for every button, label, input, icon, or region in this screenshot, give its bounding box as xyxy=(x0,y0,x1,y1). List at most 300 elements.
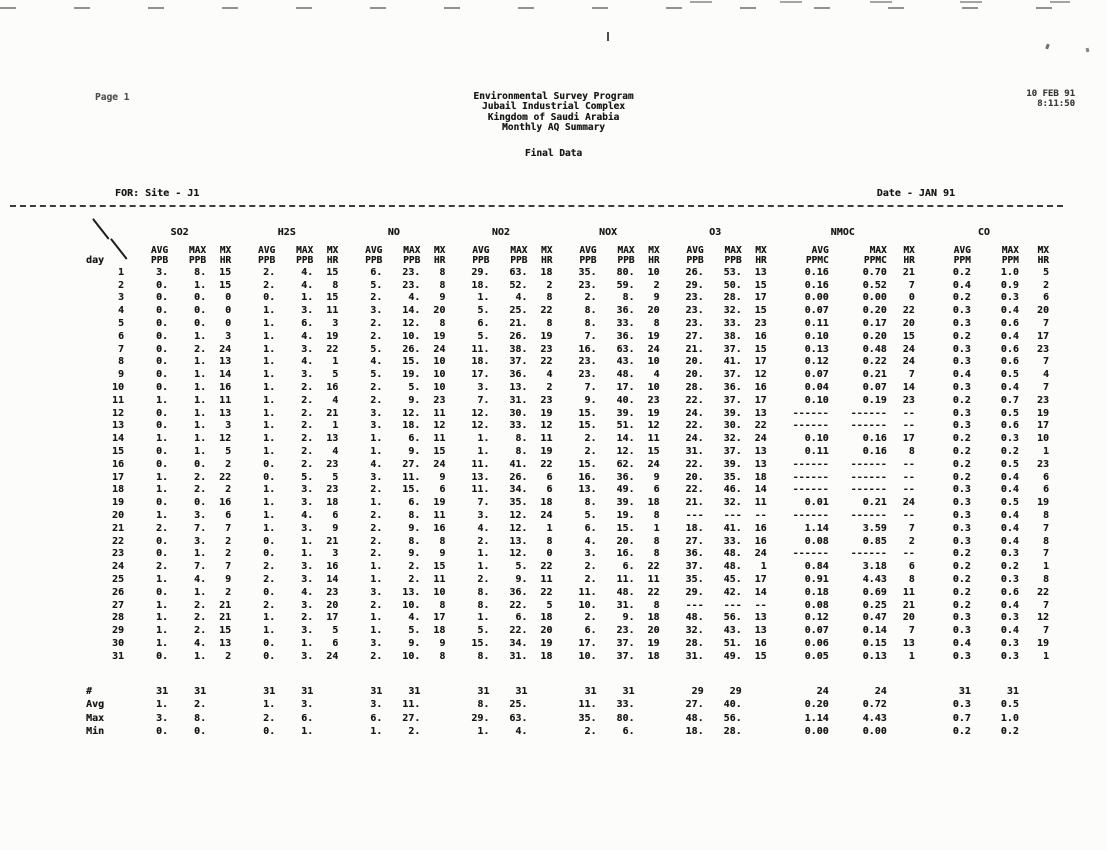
summary-value-cell: 33. xyxy=(616,699,635,711)
value-cell: 0.4 xyxy=(1000,535,1019,547)
summary-value-cell: 31 xyxy=(263,686,276,698)
value-cell: 2 xyxy=(225,484,232,496)
summary-value-cell xyxy=(529,698,554,711)
value-cell: 1. xyxy=(194,369,207,381)
value-cell: 4. xyxy=(370,356,383,368)
value-cell: 11 xyxy=(433,407,446,419)
value-cell: 0.2 xyxy=(952,561,971,573)
value-cell: 17 xyxy=(754,573,767,585)
unit-header: HR xyxy=(1037,255,1049,266)
summary-value-cell: 31 xyxy=(958,686,971,698)
value-cell: 0.08 xyxy=(804,599,829,611)
table-body xyxy=(86,266,1051,663)
value-cell: 20 xyxy=(647,625,660,637)
value-cell: 33. xyxy=(616,317,635,329)
title-line-summary: Monthly AQ Summary xyxy=(502,122,605,134)
value-cell: 7. xyxy=(477,394,490,406)
unit-header: MX xyxy=(433,245,446,256)
value-cell: 30. xyxy=(509,407,528,419)
day-cell: 9 xyxy=(118,369,125,381)
value-cell: 5. xyxy=(515,561,528,573)
value-cell: 6 xyxy=(332,637,339,649)
units-row xyxy=(86,256,1051,266)
value-cell: 2. xyxy=(301,612,314,624)
value-cell: -- xyxy=(902,471,915,483)
value-cell: 0. xyxy=(263,650,276,662)
value-cell: 2. xyxy=(584,561,597,573)
value-cell: 4. xyxy=(301,330,314,342)
value-cell: 0.2 xyxy=(952,292,971,304)
value-cell: 7. xyxy=(584,381,597,393)
value-cell: 26. xyxy=(509,330,528,342)
summary-value-cell xyxy=(315,685,340,698)
value-cell: 35. xyxy=(723,471,742,483)
value-cell: 0.2 xyxy=(952,445,971,457)
unit-header: PPM xyxy=(1001,255,1019,266)
value-cell: 23 xyxy=(326,484,339,496)
value-cell: 0.5 xyxy=(1000,497,1019,509)
value-cell: 34. xyxy=(509,484,528,496)
value-cell: ------ xyxy=(792,458,829,470)
day-cell: 21 xyxy=(111,522,125,534)
value-cell: 0.6 xyxy=(1000,343,1019,355)
unit-header: PPB xyxy=(403,255,421,266)
value-cell: 10 xyxy=(433,369,446,381)
summary-value-cell xyxy=(315,711,340,724)
value-cell: 0.21 xyxy=(862,497,887,509)
value-cell: 2. xyxy=(477,573,490,585)
value-cell: 16 xyxy=(219,381,232,393)
value-cell: 2. xyxy=(263,279,276,291)
value-cell: 1. xyxy=(194,420,207,432)
value-cell: 13 xyxy=(754,612,767,624)
value-cell: 16 xyxy=(754,535,767,547)
value-cell: 39. xyxy=(616,497,635,509)
value-cell: 0.4 xyxy=(1000,625,1019,637)
value-cell: 32. xyxy=(685,625,704,637)
value-cell: 11. xyxy=(471,484,490,496)
summary-value-cell xyxy=(744,725,769,738)
day-cell: 1 xyxy=(118,266,125,278)
value-cell: 0.07 xyxy=(804,305,829,317)
table-row xyxy=(86,458,1051,471)
value-cell: 1. xyxy=(194,548,207,560)
value-cell: 22. xyxy=(685,484,704,496)
value-cell: 28. xyxy=(723,292,742,304)
value-cell: 22. xyxy=(509,599,528,611)
value-cell: 20 xyxy=(540,625,553,637)
value-cell: 5. xyxy=(408,381,421,393)
value-cell: 15. xyxy=(578,407,597,419)
value-cell: 0.47 xyxy=(862,612,887,624)
value-cell: 37. xyxy=(616,637,635,649)
value-cell: 36. xyxy=(616,471,635,483)
value-cell: 1. xyxy=(156,599,169,611)
value-cell: 18. xyxy=(685,522,704,534)
day-cell: 4 xyxy=(118,305,125,317)
value-cell: 50. xyxy=(723,279,742,291)
value-cell: 18 xyxy=(647,650,660,662)
value-cell: 31. xyxy=(616,599,635,611)
value-cell: 0 xyxy=(546,548,553,560)
value-cell: 15 xyxy=(219,266,232,278)
value-cell: 2. xyxy=(263,266,276,278)
value-cell: 1. xyxy=(194,650,207,662)
value-cell: 16 xyxy=(219,497,232,509)
value-cell: 4. xyxy=(194,637,207,649)
value-cell: 19 xyxy=(1036,407,1049,419)
value-cell: 0.6 xyxy=(1000,356,1019,368)
value-cell: 0 xyxy=(225,292,232,304)
value-cell: 3. xyxy=(301,484,314,496)
unit-header: HR xyxy=(541,255,553,266)
value-cell: 0.10 xyxy=(804,330,829,342)
value-cell: 2 xyxy=(225,458,232,470)
value-cell: 11. xyxy=(471,458,490,470)
value-cell: 0. xyxy=(156,356,169,368)
value-cell: 1. xyxy=(477,433,490,445)
value-cell: 1. xyxy=(370,612,383,624)
value-cell: 5. xyxy=(370,279,383,291)
value-cell: 13 xyxy=(219,356,232,368)
value-cell: 17. xyxy=(616,381,635,393)
value-cell: 3. xyxy=(370,407,383,419)
summary-value-cell: 0. xyxy=(194,726,207,738)
value-cell: 11 xyxy=(647,433,660,445)
value-cell: 0.18 xyxy=(804,586,829,598)
table-row xyxy=(86,509,1051,522)
value-cell: 19 xyxy=(647,330,660,342)
summary-value-cell xyxy=(744,698,769,711)
value-cell: 1. xyxy=(156,625,169,637)
summary-value-cell: 0. xyxy=(156,726,169,738)
value-cell: 36. xyxy=(509,369,528,381)
unit-header: PPB xyxy=(188,255,207,266)
value-cell: 13. xyxy=(578,484,597,496)
value-cell: 11 xyxy=(433,433,446,445)
unit-header: AVG xyxy=(258,245,276,256)
value-cell: 1. xyxy=(301,637,314,649)
summary-label: Max xyxy=(86,712,105,724)
value-cell: 1. xyxy=(263,497,276,509)
value-cell: 15 xyxy=(754,650,767,662)
value-cell: 23 xyxy=(540,394,553,406)
value-cell: 37. xyxy=(509,356,528,368)
table-row xyxy=(86,279,1051,292)
value-cell: 0. xyxy=(263,637,276,649)
value-cell: 5 xyxy=(332,369,339,381)
value-cell: 2. xyxy=(301,420,314,432)
summary-value-cell xyxy=(422,725,447,738)
value-cell: 9 xyxy=(439,471,446,483)
value-cell: 63. xyxy=(509,266,528,278)
value-cell: 6. xyxy=(370,266,383,278)
value-cell: 1. xyxy=(301,548,314,560)
title-line-country: Kingdom of Saudi Arabia xyxy=(487,111,620,123)
value-cell: 0.3 xyxy=(952,497,971,509)
value-cell: 11 xyxy=(902,586,915,598)
unit-header: MAX xyxy=(1001,245,1019,256)
summary-value-cell: 80. xyxy=(616,712,635,724)
value-cell: --- xyxy=(723,509,742,521)
value-cell: 8 xyxy=(546,292,553,304)
summary-value-cell xyxy=(315,698,340,711)
value-cell: 0. xyxy=(156,381,169,393)
summary-value-cell xyxy=(889,725,917,738)
value-cell: 2. xyxy=(584,292,597,304)
value-cell: 0.4 xyxy=(952,279,971,291)
value-cell: 1. xyxy=(301,535,314,547)
value-cell: 12 xyxy=(647,420,660,432)
value-cell: 4. xyxy=(301,266,314,278)
value-cell: 15 xyxy=(326,266,339,278)
value-cell: 13 xyxy=(754,266,767,278)
summary-value-cell: 4.43 xyxy=(862,712,887,724)
table-row xyxy=(86,548,1051,561)
value-cell: 21 xyxy=(326,407,339,419)
value-cell: 23 xyxy=(433,394,446,406)
summary-value-cell: 0.2 xyxy=(952,726,971,738)
value-cell: 10 xyxy=(433,356,446,368)
value-cell: 2. xyxy=(156,561,169,573)
value-cell: 0. xyxy=(156,317,169,329)
table-row xyxy=(86,356,1051,369)
value-cell: 20. xyxy=(685,471,704,483)
summary-value-cell: 1. xyxy=(156,699,169,711)
value-cell: 1. xyxy=(194,394,207,406)
summary-value-cell: 8. xyxy=(194,712,207,724)
summary-value-cell: 4. xyxy=(515,726,528,738)
value-cell: 0.3 xyxy=(1000,637,1019,649)
table-row xyxy=(86,381,1051,394)
value-cell: -- xyxy=(754,599,767,611)
value-cell: 1 xyxy=(653,522,660,534)
table-row xyxy=(86,522,1051,535)
summary-value-cell: 0.00 xyxy=(804,726,829,738)
value-cell: 6. xyxy=(622,561,635,573)
value-cell: 0.07 xyxy=(804,625,829,637)
value-cell: 22 xyxy=(540,356,553,368)
value-cell: 8. xyxy=(584,497,597,509)
value-cell: 12. xyxy=(509,522,528,534)
table-row xyxy=(86,394,1051,407)
summary-value-cell: 40. xyxy=(723,699,742,711)
value-cell: 20 xyxy=(326,599,339,611)
value-cell: 56. xyxy=(723,612,742,624)
value-cell: 0.2 xyxy=(952,599,971,611)
value-cell: 0.5 xyxy=(1000,458,1019,470)
value-cell: 43. xyxy=(723,625,742,637)
value-cell: 23 xyxy=(326,586,339,598)
value-cell: 6 xyxy=(225,509,232,521)
value-cell: 1. xyxy=(477,548,490,560)
value-cell: 0. xyxy=(156,420,169,432)
value-cell: 0. xyxy=(263,471,276,483)
value-cell: 11 xyxy=(647,573,660,585)
summary-value-cell: 25. xyxy=(509,699,528,711)
value-cell: 37. xyxy=(723,369,742,381)
value-cell: 3 xyxy=(225,420,232,432)
summary-value-cell: 3. xyxy=(370,699,383,711)
table-row xyxy=(86,624,1051,637)
value-cell: 1. xyxy=(263,330,276,342)
value-cell: 11 xyxy=(540,573,553,585)
day-cell: 25 xyxy=(111,573,125,585)
value-cell: 0.15 xyxy=(862,637,887,649)
value-cell: 22 xyxy=(326,343,339,355)
value-cell: 0.4 xyxy=(1000,522,1019,534)
value-cell: 10 xyxy=(647,356,660,368)
summary-value-cell: 29. xyxy=(471,712,490,724)
value-cell: 1. xyxy=(263,369,276,381)
value-cell: 23 xyxy=(754,317,767,329)
value-cell: 20 xyxy=(902,612,915,624)
unit-header: MAX xyxy=(403,245,421,256)
table-row xyxy=(86,612,1051,625)
value-cell: 1. xyxy=(156,612,169,624)
value-cell: 17 xyxy=(1036,330,1049,342)
value-cell: 3 xyxy=(225,330,232,342)
value-cell: 23. xyxy=(578,369,597,381)
summary-value-cell: 11. xyxy=(402,699,421,711)
value-cell: 3. xyxy=(477,509,490,521)
day-cell: 31 xyxy=(111,650,125,662)
value-cell: 5. xyxy=(370,369,383,381)
value-cell: 13 xyxy=(326,433,339,445)
value-cell: 15 xyxy=(219,279,232,291)
value-cell: ------ xyxy=(850,484,887,496)
value-cell: 14 xyxy=(754,484,767,496)
value-cell: 5 xyxy=(225,445,232,457)
value-cell: 0.10 xyxy=(804,394,829,406)
value-cell: 6. xyxy=(477,317,490,329)
final-data-label: Final Data xyxy=(524,148,583,159)
value-cell: 3 xyxy=(332,548,339,560)
value-cell: 7 xyxy=(225,561,232,573)
value-cell: 31. xyxy=(509,394,528,406)
value-cell: 17 xyxy=(326,612,339,624)
value-cell: 22 xyxy=(902,305,915,317)
summary-value-cell: 28. xyxy=(723,726,742,738)
value-cell: 8. xyxy=(408,535,421,547)
value-cell: 1. xyxy=(263,317,276,329)
value-cell: 3. xyxy=(301,599,314,611)
unit-header: MAX xyxy=(724,245,742,256)
value-cell: 17 xyxy=(754,356,767,368)
value-cell: 1 xyxy=(546,522,553,534)
value-cell: 1. xyxy=(156,433,169,445)
summary-value-cell xyxy=(637,711,662,724)
value-cell: 0.4 xyxy=(1000,484,1019,496)
value-cell: 1.0 xyxy=(1000,266,1019,278)
value-cell: 0. xyxy=(194,317,207,329)
value-cell: 31. xyxy=(685,445,704,457)
day-cell: 15 xyxy=(111,445,125,457)
value-cell: 23. xyxy=(402,266,421,278)
value-cell: 0.04 xyxy=(804,381,829,393)
summary-value-cell: 2. xyxy=(263,712,276,724)
value-cell: 18 xyxy=(540,612,553,624)
value-cell: 10 xyxy=(433,381,446,393)
table-row xyxy=(86,407,1051,420)
value-cell: 7 xyxy=(908,279,915,291)
value-cell: 21. xyxy=(685,497,704,509)
summary-value-cell: 1. xyxy=(263,699,276,711)
table-row xyxy=(86,317,1051,330)
value-cell: 14. xyxy=(616,433,635,445)
value-cell: 1 xyxy=(332,356,339,368)
value-cell: 27. xyxy=(685,535,704,547)
value-cell: 15. xyxy=(471,637,490,649)
value-cell: 1 xyxy=(1042,561,1049,573)
value-cell: 80. xyxy=(616,266,635,278)
value-cell: 4. xyxy=(301,356,314,368)
value-cell: 0. xyxy=(156,445,169,457)
value-cell: 2. xyxy=(194,599,207,611)
value-cell: 35. xyxy=(509,497,528,509)
value-cell: 9. xyxy=(584,394,597,406)
value-cell: 22 xyxy=(754,420,767,432)
value-cell: 5. xyxy=(477,305,490,317)
value-cell: 21 xyxy=(902,266,915,278)
value-cell: 2. xyxy=(408,573,421,585)
value-cell: 22 xyxy=(647,586,660,598)
value-cell: -- xyxy=(902,420,915,432)
value-cell: 29. xyxy=(685,279,704,291)
unit-header: PPB xyxy=(686,255,704,266)
day-cell: 18 xyxy=(111,484,125,496)
table-row xyxy=(86,266,1051,279)
value-cell: 41. xyxy=(723,356,742,368)
group-name-row xyxy=(86,216,1051,246)
value-cell: 2. xyxy=(301,407,314,419)
value-cell: 8. xyxy=(477,586,490,598)
value-cell: 31. xyxy=(685,650,704,662)
summary-value-cell: 31 xyxy=(622,686,635,698)
value-cell: 23. xyxy=(685,305,704,317)
value-cell: 8 xyxy=(908,573,915,585)
value-cell: 2. xyxy=(194,484,207,496)
unit-header: MAX xyxy=(510,245,528,256)
value-cell: 0.3 xyxy=(952,356,971,368)
value-cell: 10. xyxy=(578,650,597,662)
value-cell: 39. xyxy=(616,407,635,419)
value-cell: 19 xyxy=(433,330,446,342)
value-cell: 24 xyxy=(647,458,660,470)
value-cell: 20 xyxy=(1036,305,1049,317)
value-cell: 9. xyxy=(622,612,635,624)
value-cell: 36. xyxy=(685,548,704,560)
value-cell: 0.4 xyxy=(1000,330,1019,342)
value-cell: 2. xyxy=(584,612,597,624)
value-cell: 9. xyxy=(408,548,421,560)
summary-value-cell: 31 xyxy=(301,686,314,698)
unit-header: AVG xyxy=(686,245,704,256)
value-cell: 13 xyxy=(754,407,767,419)
unit-header: PPB xyxy=(472,255,490,266)
value-cell: 8 xyxy=(439,599,446,611)
table-row xyxy=(86,368,1051,381)
value-cell: 29. xyxy=(685,586,704,598)
value-cell: 4. xyxy=(408,612,421,624)
summary-label: # xyxy=(86,686,93,698)
value-cell: 1. xyxy=(263,420,276,432)
value-cell: 7 xyxy=(1042,548,1049,560)
value-cell: 6 xyxy=(1042,471,1049,483)
value-cell: 15 xyxy=(754,279,767,291)
value-cell: 13 xyxy=(219,637,232,649)
value-cell: 10 xyxy=(647,381,660,393)
